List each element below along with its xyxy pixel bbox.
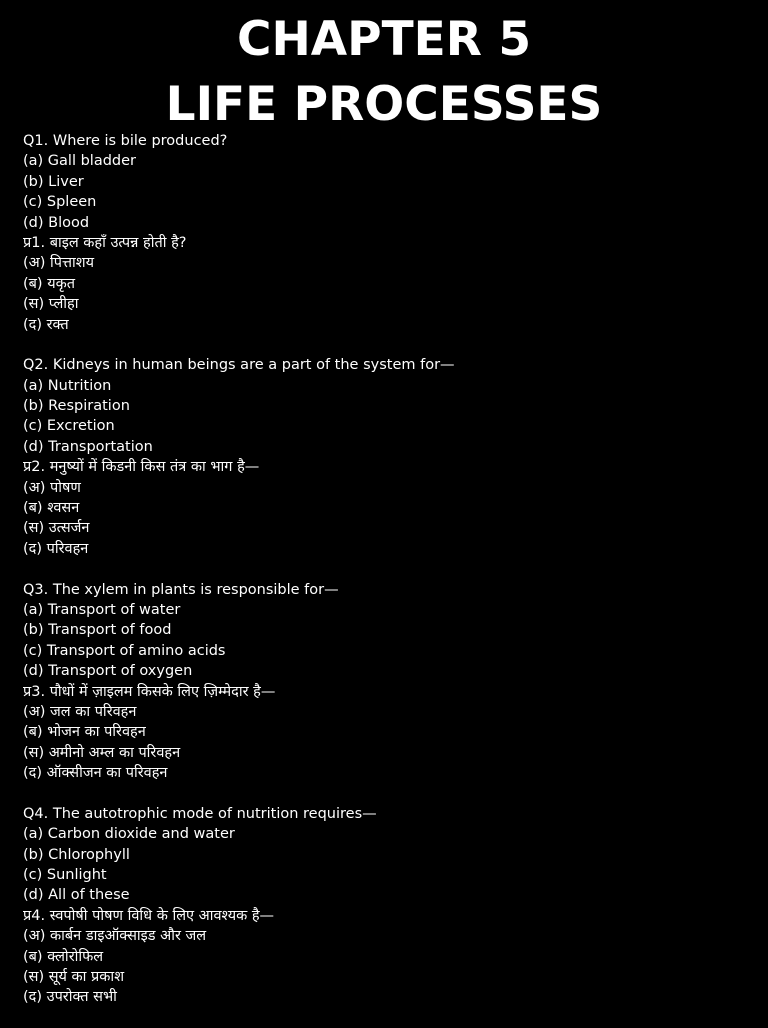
option-hindi: (ब) श्वसन [23,500,80,517]
option-hindi: (अ) पोषण [23,479,81,496]
option-hindi: (द) ऑक्सीजन का परिवहन [23,765,168,782]
option-english: (a) Transport of water [23,601,181,618]
question-english: Q3. The xylem in plants is responsible for— [23,581,339,598]
question-english: Q1. Where is bile produced? [23,133,228,149]
option-english: (c) Transport of amino acids [23,642,226,659]
question-english: Q2. Kidneys in human beings are a part of the system for— [23,357,455,374]
option-hindi: (स) सूर्य का प्रकाश [23,969,125,986]
page-title: LIFE PROCESSES [165,77,603,132]
option-english: (d) Transport of oxygen [23,663,193,680]
question-list [23,131,758,1028]
question-hindi: प्र1. बाइल कहाँ उत्पन्न होती है? [23,234,187,251]
question-hindi: प्र4. स्वपोषी पोषण विधि के लिए आवश्यक है— [23,907,275,924]
option-hindi: (स) अमीनो अम्ल का परिवहन [23,744,181,761]
option-hindi: (स) प्लीहा [23,296,79,313]
question-block-3 [23,580,758,784]
chapter-heading: CHAPTER 5 [236,12,532,67]
option-hindi: (स) उत्सर्जन [23,520,90,537]
option-hindi: (ब) क्लोरोफिल [23,948,104,965]
question-hindi: प्र3. पौधों में ज़ाइलम किसके लिए ज़िम्मेदार है— [23,683,276,700]
question-english: Q4. The autotrophic mode of nutrition requires— [23,805,377,822]
option-english: (c) Sunlight [23,867,107,884]
question-block-2 [23,355,758,559]
option-english: (c) Spleen [23,194,97,211]
option-english: (b) Chlorophyll [23,846,130,863]
option-hindi: (द) परिवहन [23,540,89,557]
option-english: (c) Excretion [23,418,115,435]
option-english: (a) Nutrition [23,377,112,394]
question-block-4 [23,804,758,1008]
option-hindi: (अ) पित्ताशय [23,255,95,272]
option-english: (d) Blood [23,214,90,231]
option-hindi: (अ) कार्बन डाइऑक्साइड और जल [23,928,207,945]
option-english: (a) Gall bladder [23,153,137,170]
option-hindi: (ब) भोजन का परिवहन [23,724,146,741]
question-hindi: प्र2. मनुष्यों में किडनी किस तंत्र का भाग है— [23,459,260,476]
option-hindi: (ब) यकृत [23,275,76,292]
option-hindi: (द) रक्त [23,316,69,333]
option-hindi: (द) उपरोक्त सभी [23,989,117,1006]
option-english: (b) Respiration [23,398,130,415]
option-english: (d) Transportation [23,438,153,455]
option-english: (b) Liver [23,173,84,190]
question-block-1 [23,131,758,335]
option-english: (a) Carbon dioxide and water [23,826,235,843]
option-hindi: (अ) जल का परिवहन [23,703,137,720]
option-english: (d) All of these [23,887,130,904]
option-english: (b) Transport of food [23,622,172,639]
